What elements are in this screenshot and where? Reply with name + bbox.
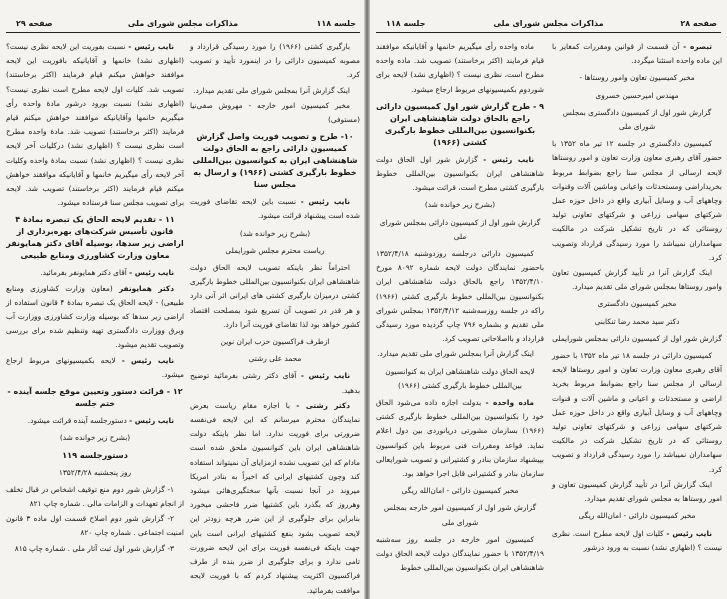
paragraph [376, 198, 544, 212]
speaker-label: نایب رئیس - [300, 197, 351, 207]
running-title: مذاکرات مجلس شورای ملی [127, 19, 239, 28]
section-heading [6, 386, 184, 410]
paragraph [376, 247, 544, 346]
paragraph [552, 71, 722, 85]
paragraph-text: ۲- گزارش شور دوم اصلاح قسمت اول ماده ۳ قانون امنیت اجتماعی . شماره چاپ ۸۲۰ [6, 514, 184, 538]
paragraph-text: گزارش شور اول از کمیسیون امور خارجه بمجلس شورای ملی [383, 503, 537, 527]
paragraph [376, 396, 544, 481]
paragraph-text: نسبت باین لایحه تقاضای فوریت شده است پیشنهاد قرائت میشود. [190, 197, 360, 221]
section-heading [376, 101, 544, 149]
paragraph-text: مخبر کمیسیون دادگستری [597, 299, 677, 309]
paragraph [190, 261, 360, 332]
paragraph-text: گزارش شور اول از کمیسیون دارائی بمجلس شورایملی [552, 333, 722, 343]
speaker-label: نایب رئیس - [129, 268, 174, 278]
paragraph [6, 466, 184, 480]
paragraph [552, 89, 722, 103]
paragraph [190, 99, 360, 127]
speaker-label: ماده واحده - [485, 398, 534, 408]
text-column [552, 40, 722, 556]
page-number: صفحه ۲۹ [16, 19, 53, 28]
paragraph-text: ازطرف فراکسیون حزب ایران نوین [220, 337, 330, 347]
text-column [190, 40, 360, 599]
paragraph [6, 354, 184, 382]
paragraph-text: کمیسیون امور خارجه در جلسه روز سه‌شنبه ۱۳۵۲/۴/۱۹ با حضور نمایندگان دولت لایحه الحاق دولت شاهنشاهی ایران بکنوانسیون بین‌المللی خطوط [376, 534, 544, 573]
paragraph-text: (بشرح زیر خوانده شد) [424, 200, 496, 210]
running-title: مذاکرات مجلس شورای ملی [493, 19, 604, 28]
paragraph-text: (بشرح زیر خوانده شد) [59, 433, 131, 443]
paragraph-text: مخبر کمیسیون امور خارجه - مهروش صفی‌نیا (مستوفی) [190, 100, 360, 125]
paragraph-text: ۱- گزارش شور دوم منع توقیف اشخاص در قبال تخلف از انجام تعهدات و الزامات مالی . شماره چاپ ۸۲۱ [6, 484, 184, 509]
paragraph-text: آن قسمت از قوانین ومقررات کمغایر با این ماده واحده استثنا میگردد. [552, 42, 722, 66]
paragraph [190, 195, 360, 223]
paragraph [552, 478, 722, 506]
paragraph-text: دستورجلسه آینده قرائت میشود. [27, 416, 130, 426]
paragraph [190, 84, 360, 98]
paragraph [552, 349, 722, 477]
paragraph-text: اینک گزارش آنرا بمجلس شورای ملی تقدیم میدارد. [193, 85, 350, 95]
paragraph-text: ۱۱ - تقدیم لایحه الحاق یک تبصره بمادهٔ ۴ قانون تأسیس شرکت‌های بهره‌برداری از اراضی زیر سدها، بوسیله آقای دکتر همایونفر معاون وزارت کشاورزی ومنابع طبیعی [6, 215, 184, 261]
paragraph-text: (بشرح زیر خوانده شد) [239, 228, 311, 238]
paragraph-text: ۹ - طرح گزارش شور اول کمیسیون دارائی راجع بالحاق دولت شاهنشاهی ایران بکنوانسیون بین‌المللی خطوط بارگیری کشتی (۱۹۶۶) [376, 101, 544, 147]
paragraph-text: ریاست محترم مجلس شورایملی [225, 245, 325, 255]
paragraph-text: لایحه الحاق دولت شاهنشاهی ایران به کنوانسیون بین‌المللی خطوط بارگیری کشتی (۱۹۶۶) [385, 366, 535, 390]
paragraph [376, 347, 544, 361]
text-column [376, 40, 544, 577]
paragraph [552, 509, 722, 523]
section-heading [190, 131, 360, 191]
paragraph-text: کمیسیون دارائی درجلسه روزدوشنبه ۱۳۵۲/۴/۱۸ باحضور نمایندگان دولت لایحه شماره ۸۰۹۲ مورخ ۱۳۵۲/۴/۱۰ راجع بالحاق دولت شاهنشاهی ایران بکنوانسیون بین‌المللی خطوط بارگیری کشتی (۱۹۶۶) راکه در جلسه روزسه‌شنبه ۱۳۵۲/۴/۱۲ بمجلس شورای ملی تقدیم و بشماره ۷۹۶ چاپ گردیده مورد رسیدگی قرارداد و بااصلاحاتی تصویب کرد. [376, 249, 544, 344]
paragraph [552, 527, 722, 555]
paragraph-text: کمیسیون دادگستری در جلسه ۱۲ تیر ماه ۱۳۵۲ با حضور آقای رهبری معاون وزارت تعاون و امور روستاها لایحه ارسالی از مجلس سنا راجع بضوابط مربوط بخریداراضی ومستحدثات واعیانی وماشین آلات وقنوات وچاههای آب و وسایل آبیاری واقع در داخل حوزه عمل شرکتهای سهامی زراعی و شرکتهای تعاونی تولید روستائی که در تاریخ تشکیل شرکت در مالکیت سهامداران نمیباشد را مورد رسیدگی قرارداد وتصویب کرد. [552, 139, 722, 262]
paragraph-text: ۱۰- طرح و تصویب فوریت واصل گزارش کمیسیون دارائی راجع به الحاق دولت شاهنشاهی ایران به کنوانسیون بین‌المللی خطوط بارگیری کشتی (۱۹۶۶) و ارسال به مجلس سنا [192, 132, 358, 190]
speaker-label: نایب رئیس - [129, 416, 174, 426]
paragraph-text: با اجازه مقام ریاست بعرض نمایندگان محترم میرسانم که این لایحه فی‌نفسه ضرورتی برای فوریت ندارد. اما نظر باینکه دولت شاهنشاهی ایران باین کنوانسیون ملحق شده است مادام که این تصویب نشده ازمزایای آن نمیتواند استفاده کند وچون کشتیهای ایرانی که اخیراً به بنادر امریکا میروند در آنجا نسبت بآنها سختگیری‌هائی میشود وهرروز که بگذرد باین کشتیها ضرر فاحشی میخورد بنابراین برای جلوگیری از این ضرر هرچه زودتر این لایحه تصویب بشود بنفع کشتیهای ایرانی است باین جهت باینکه فی‌نفسه فوریت برای این لایحه ضرورت تامی ندارد و برای جلوگیری از ضرر بنده از طرف فراکسیون اکثریت پیشنهاد کردم که با فوریت لایحه موافقت بفرمائید. [190, 400, 360, 595]
paragraph [376, 484, 544, 498]
paragraph-text: اینک گزارش آنرا در تأیید گزارش کمیسیون تعاون وامور روستاها بمجلس شورای ملی تقدیم میدارد. [552, 268, 722, 292]
section-heading [6, 214, 184, 262]
paragraph-text: روز پنجشنبه ۱۳۵۲/۴/۲۸ [58, 467, 132, 477]
paragraph-text: بدولت اجازه داده می‌شود الحاق خود را بکنوانسیون بین‌المللی خطوط بارگیری کشتی (۱۹۶۶) بسازمان مشورتی دریانوردی بین دول اعلام نماید. قواعد ومقررات فنی مربوط باین کنوانسیون بپیشنهاد سازمان بنادر و کشتیرانی و تصویب شورایعالی سازمان بنادر و کشتیرانی قابل اجرا خواهد بود. [376, 398, 544, 479]
paragraph-text: مخبر کمیسیون تعاون وامور روستاها - [579, 73, 695, 83]
page-header [6, 18, 360, 33]
session-number: جلسه ۱۱۸ [386, 19, 426, 28]
paragraph [6, 448, 184, 462]
paragraph-text: آقای دکتر رشتی بفرمائید توضیح بدهید. [190, 371, 360, 395]
paragraph-text: دکتر سید محمد رضا تنکابنی [594, 316, 680, 326]
paragraph [190, 335, 360, 349]
paragraph-text: (معاون وزارت کشاورزی ومنابع طبیعی) - لایحه الحاق یک تبصره بمادهٔ ۴ قانون استفاده از اراضی زیر سدها که بوسیله وزارت کشاورزی ووزارت آب وبرق ووزارت دادگستری تهیه وتنظیم شده برای بررسی وتصویب تقدیم میشود. [6, 283, 184, 350]
paragraph-text: دستورجلسه ۱۱۹ [62, 450, 128, 461]
paragraph-text: ماده واحده رأی میگیریم خانمها و آقایانیکه موافقند قیام فرمایند (اکثر برخاستند) تصویب شد. ماده واحده مطرح است، نظری نیست ؟ (اظهاری نشد) لایحه برای شوردوم بکمیسیونهای مربوط ارجاع میشود. [376, 42, 544, 94]
paragraph [376, 533, 544, 576]
paragraph-text: لایحه بکمیسیونهای مربوط ارجاع میشود. [6, 355, 184, 379]
speaker-label: نایب رئیس - [483, 154, 534, 164]
paragraph-text: مخبر کمیسیون دارائی - امان‌الله ریگی [578, 511, 696, 521]
page-header [376, 18, 721, 33]
paragraph [190, 399, 360, 598]
paragraph-text: کمیسیون دارائی در جلسه ۱۸ تیر ماه ۱۳۵۲ با حضور آقای رهبری معاون وزارت تعاون و امور روستاها لایحه ارسالی از مجلس سنا راجع بضوابط مربوط بخرید اراضی و مستحدثات و اعیانی و ماشین آلات و قنوات وچاههای آب و وسایل آبیاری واقع در داخل حوزه عمل شرکتهای سهامی زراعی و شرکتهای تعاونی تولید روستائی که در تاریخ تشکیل شرکت در مالکیت سهامداران نمیباشد را مورد رسیدگی قرارداد و تصویب کرد. [552, 351, 722, 474]
paragraph [552, 266, 722, 294]
paragraph [6, 483, 184, 511]
paragraph [6, 414, 184, 428]
speaker-label: نایب رئیس - [128, 42, 174, 51]
paragraph-text: کلیات اول لایحه مطرح است. نظری نیست ؟ (اظهاری نشد) نسبت به ورود درشور [552, 528, 722, 552]
speaker-label: نایب رئیس - [121, 355, 174, 365]
page-number: صفحه ۲۸ [680, 19, 717, 28]
paragraph-text: اینک گزارش آنرا در تأیید گزارش کمیسیون تعاون و امور روستاها به مجلس شورای تقدیم میدارد. [552, 479, 722, 504]
session-number: جلسه ۱۱۸ [316, 19, 356, 28]
paragraph [376, 501, 544, 529]
paragraph-text: ۳- گزارش شور اول ثبت آثار ملی . شماره چاپ ۸۱۵ [14, 543, 174, 553]
paragraph [376, 365, 544, 393]
paragraph [376, 216, 544, 244]
paragraph [552, 106, 722, 134]
text-column [6, 40, 184, 557]
paragraph [552, 315, 722, 329]
paragraph [6, 282, 184, 353]
speaker-label: نایب رئیس - [300, 371, 350, 381]
paragraph [376, 40, 544, 97]
paragraph [6, 512, 184, 540]
paragraph [6, 266, 184, 280]
paragraph [552, 137, 722, 265]
paragraph-text: ۱۲ - قرائت دستور وتعیین موقع جلسه آینده - ختم جلسه [7, 387, 183, 409]
speaker-label: دکتر همایونفر [118, 283, 174, 293]
paragraph [190, 244, 360, 258]
paragraph [190, 369, 360, 397]
paragraph [6, 542, 184, 556]
paragraph-text: بارگیری کشتی (۱۹۶۶) را مورد رسیدگی قرارداد و مصوبه کمیسیون دارائی را در اینمورد تأیید و تصویب کرد. [190, 42, 360, 80]
paragraph [552, 332, 722, 346]
paragraph-text: محمد علی رشتی [248, 354, 302, 364]
paragraph-text: آقای دکتر همایونفر بفرمائید. [40, 268, 130, 278]
paragraph-text: احتراماً نظر باینکه تصویب لایحه الحاق دولت شاهنشاهی ایران بکنوانسیون بین‌المللی خطوط بارگیری کشتی درمیزان بارگیری کشتی های ایرانی اثر آنی دارد و هر قدر در تصویب آن تسریع شود بمصلحت اقتصاد کشور خواهد بود لذا تقاضای فوریت آنرا دارد. [190, 263, 360, 329]
speaker-label: تبصره - [683, 42, 712, 51]
speaker-label: دکتر رشتی - [296, 400, 351, 410]
speaker-label: نایب رئیس - [666, 528, 712, 538]
paragraph-text: اینک گزارش آنرا بمجلس شورای ملی تقدیم میدارد. [377, 349, 534, 359]
paragraph [190, 227, 360, 241]
paragraph [6, 431, 184, 445]
paragraph-text: نسبت بفوریت این لایحه نظری نیست؟ (اظهاری نشد) خانمها و آقایانیکه بافوریت این لایحه موافقند خواهش میکنم قیام فرمایند (اکثر برخاستند) تصویب شد. کلیات اول لایحه مطرح است نظری نیست؟ (اظهاری نشد) نسبت بورود درشور مادهٔ واحده رأی میگیریم خانمها وآقایانیکه موافقند خواهش میکنم قیام فرمایند (اکثر برخاستند) تصویب شد. مادهٔ واحده مطرح است نظری نیست ؟ (اظهاری نشد) درکلیات آخر لایحه نظری نیست ؟ (اظهاری نشد) نسبت بمادهٔ واحده وکلیات آخر لایحه رأی میگیریم خانمها و آقایانیکه موافقند خواهش میکنم قیام فرمایند (اکثر برخاستند) تصویب شد. لایحه برای تصویب مجلس سنا فرستاده میشود. [6, 42, 184, 208]
paragraph-text: گزارش شور اول از کمیسیون دارائی بمجلس شورای ملی [379, 217, 541, 241]
paragraph [376, 153, 544, 196]
paragraph-text: گزارش شور اول از کمیسیون دادگستری بمجلس شورای ملی [562, 107, 712, 132]
paragraph [552, 40, 722, 68]
paragraph-text: مهندس امیرحسین خسروی [595, 90, 679, 100]
paragraph [6, 40, 184, 210]
paragraph-text: گزارش شور اول الحاق دولت شاهنشاهی ایران بکنوانسیون بین‌المللی خطوط بارگیری کشتی مطرح است، قرائت میشود. [376, 154, 544, 193]
paragraph [190, 352, 360, 366]
paragraph [552, 297, 722, 311]
paragraph-text: مخبر کمیسیون دارائی - امان‌الله ریگی [401, 486, 519, 496]
paragraph [190, 40, 360, 83]
